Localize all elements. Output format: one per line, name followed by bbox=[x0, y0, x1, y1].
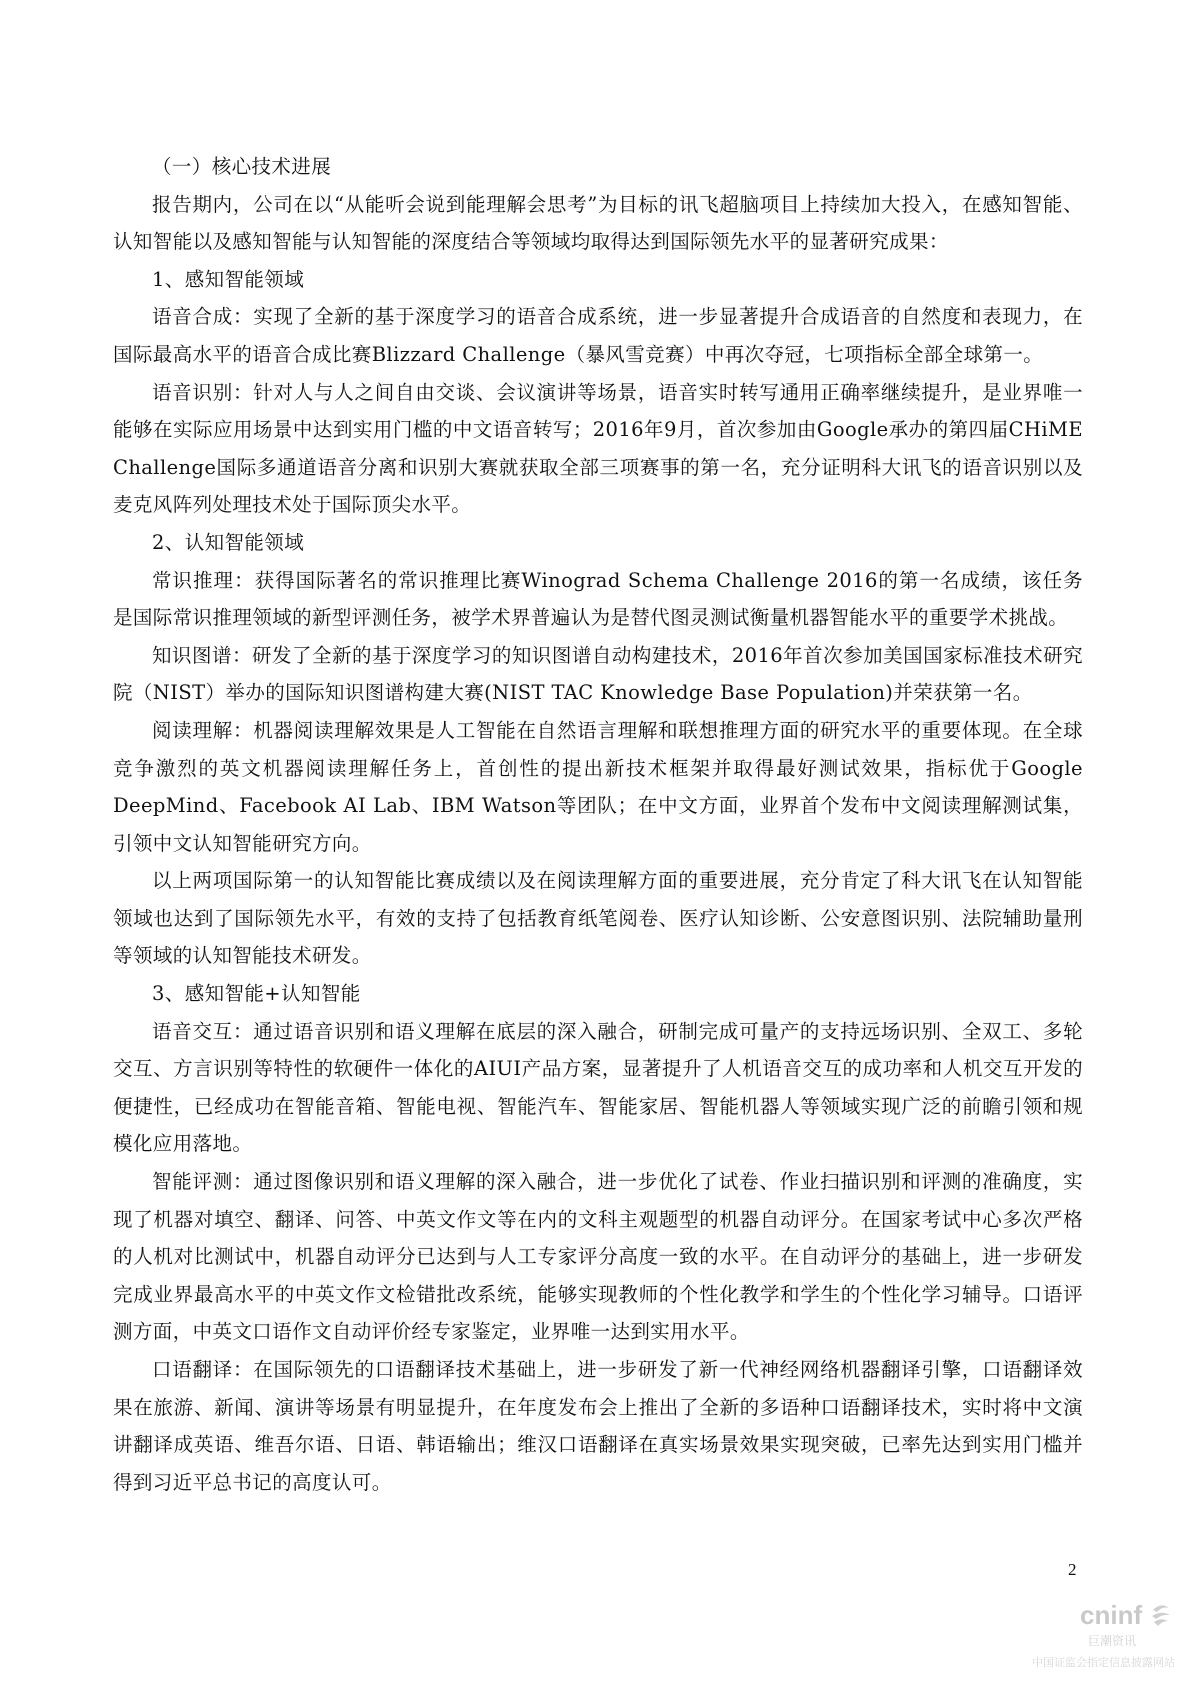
document-body bbox=[113, 148, 1083, 1501]
paragraph-intelligent-assessment: 智能评测：通过图像识别和语义理解的深入融合，进一步优化了试卷、作业扫描识别和评测的准确度，实现了机器对填空、翻译、问答、中英文作文等在内的文科主观题型的机器自动评分。在国家考试中心多次严格的人机对比测试中，机器自动评分已达到与人工专家评分高度一致的水平。在自动评分的基础上，进一步研发完成业界最高水平的中英文作文检错批改系统，能够实现教师的个性化教学和学生的个性化学习辅导。口语评测方面，中英文口语作文自动评价经专家鉴定，业界唯一达到实用水平。 bbox=[113, 1170, 1083, 1344]
paragraph-cognition-summary: 以上两项国际第一的认知智能比赛成绩以及在阅读理解方面的重要进展，充分肯定了科大讯飞在认知智能领域也达到了国际领先水平，有效的支持了包括教育纸笔阅卷、医疗认知诊断、公安意图识别、法院辅助量刑等领域的认知智能技术研发。 bbox=[113, 869, 1083, 968]
paragraph-speech-synthesis: 语音合成：实现了全新的基于深度学习的语音合成系统，进一步显著提升合成语音的自然度和表现力，在国际最高水平的语音合成比赛Blizzard Challenge（暴风雪竞赛）中再次夺冠，七项指标全部全球第一。 bbox=[113, 305, 1083, 366]
intro-paragraph: 报告期内，公司在以“从能听会说到能理解会思考”为目标的讯飞超脑项目上持续加大投入，在感知智能、认知智能以及感知智能与认知智能的深度结合等领域均取得达到国际领先水平的显著研究成果： bbox=[113, 192, 1083, 254]
watermark-brand-cn: 巨潮资讯 bbox=[1088, 1634, 1137, 1648]
watermark-footer: 中国证监会指定信息披露网站 bbox=[1032, 1656, 1175, 1669]
subheading-perception-cognition: 3、感知智能+认知智能 bbox=[152, 982, 361, 1006]
paragraph-spoken-translation: 口语翻译：在国际领先的口语翻译技术基础上，进一步研发了新一代神经网络机器翻译引擎，口语翻译效果在旅游、新闻、演讲等场景有明显提升，在年度发布会上推出了全新的多语种口语翻译技术，实时将中文演讲翻译成英语、维吾尔语、日语、韩语输出；维汉口语翻译在真实场景效果实现突破，已率先达到实用门槛并得到习近平总书记的高度认可。 bbox=[113, 1358, 1083, 1494]
paragraph-voice-interaction: 语音交互：通过语音识别和语义理解在底层的深入融合，研制完成可量产的支持远场识别、全双工、多轮交互、方言识别等特性的软硬件一体化的AIUI产品方案，显著提升了人机语音交互的成功率和人机交互开发的便捷性，已经成功在智能音箱、智能电视、智能汽车、智能家居、智能机器人等领域实现广泛的前瞻引领和规模化应用落地。 bbox=[113, 1019, 1083, 1156]
paragraph-commonsense-reasoning: 常识推理：获得国际著名的常识推理比赛Winograd Schema Challenge 2016的第一名成绩，该任务是国际常识推理领域的新型评测任务，被学术界普遍认为是替代图灵测试衡量机器智能水平的重要学术挑战。 bbox=[113, 568, 1083, 630]
cninf-swirl-icon bbox=[1150, 1602, 1172, 1628]
subheading-cognition: 2、认知智能领域 bbox=[152, 530, 305, 554]
subheading-perception: 1、感知智能领域 bbox=[152, 267, 305, 291]
paragraph-reading-comprehension: 阅读理解：机器阅读理解效果是人工智能在自然语言理解和联想推理方面的研究水平的重要体现。在全球竞争激烈的英文机器阅读理解任务上，首创性的提出新技术框架并取得最好测试效果，指标优于Google DeepMind、Facebook AI Lab、IBM Watson等团队；在中文方面，业界首个发布中文阅读理解测试集，引领中文认知智能研究方向。 bbox=[113, 718, 1083, 855]
paragraph-knowledge-graph: 知识图谱：研发了全新的基于深度学习的知识图谱自动构建技术，2016年首次参加美国国家标准技术研究院（NIST）举办的国际知识图谱构建大赛(NIST TAC Knowledge Base Population)并荣获第一名。 bbox=[113, 643, 1083, 705]
paragraph-speech-recognition: 语音识别：针对人与人之间自由交谈、会议演讲等场景，语音实时转写通用正确率继续提升，是业界唯一能够在实际应用场景中达到实用门槛的中文语音转写；2016年9月，首次参加由Google承办的第四届CHiME Challenge国际多通道语音分离和识别大赛就获取全部三项赛事的第一名，充分证明科大讯飞的语音识别以及麦克风阵列处理技术处于国际顶尖水平。 bbox=[113, 380, 1083, 517]
page-number: 2 bbox=[1068, 1560, 1077, 1579]
section-heading-core-tech: （一）核心技术进展 bbox=[152, 155, 332, 178]
watermark-brand: cninf bbox=[1080, 1600, 1143, 1630]
cninf-watermark-logo bbox=[1032, 1592, 1182, 1680]
